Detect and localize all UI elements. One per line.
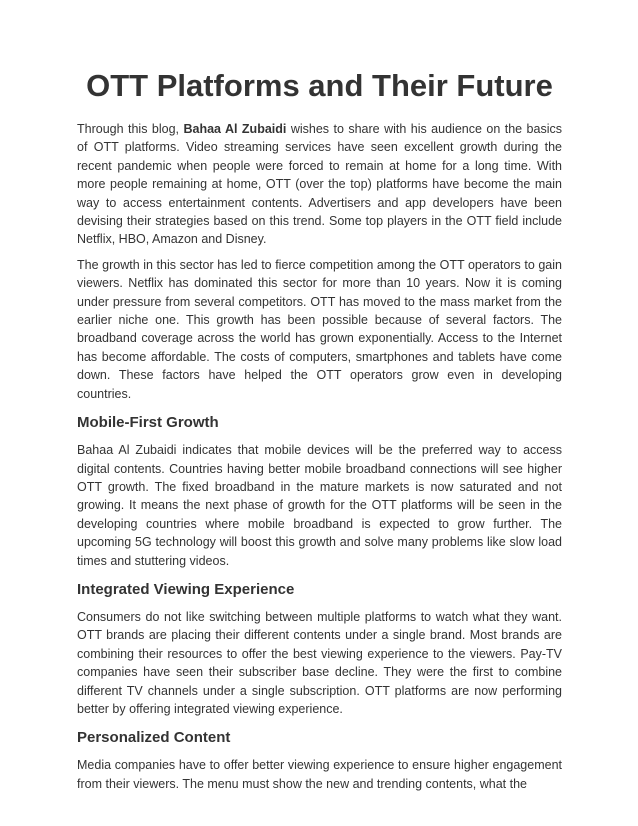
growth-paragraph: The growth in this sector has led to fierce competition among the OTT operators to gain viewers. Netflix has dominated this sector for more than 10 years. Now it is coming under pressure from several competitors. OTT has moved to the mass market from the earlier niche one. This growth has been possible because of several factors. The broadband coverage across the world has grown exponentially. Access to the Internet has become affordable. The costs of computers, smartphones and tablets have come down. These factors have helped the OTT operators grow even in developing countries. (77, 257, 562, 401)
document-page (77, 66, 562, 800)
author-name: Bahaa Al Zubaidi (183, 122, 287, 136)
section-body-integrated-viewing: Consumers do not like switching between multiple platforms to watch what they want. OTT brands are placing their different contents under a single brand. Most brands are combining their resources to offer the best viewing experience to the viewers. Pay-TV companies have seen their subscriber base decline. They were the first to combine different TV channels under a single subscription. OTT platforms are now performing better by offering integrated viewing experience. (77, 609, 562, 716)
intro-suffix: wishes to share with his audience on the basics of OTT platforms. Video streaming services have seen excellent growth during the recent pandemic when people were forced to remain at home for a long time. With more people remaining at home, OTT (over the top) platforms have become the main way to access entertainment contents. Advertisers and app developers have been devising their strategies based on this trend. Some top players in the OTT field include Netflix, HBO, Amazon and Disney. (77, 122, 562, 247)
section-heading-integrated-viewing: Integrated Viewing Experience (77, 580, 295, 598)
document-title: OTT Platforms and Their Future (86, 68, 553, 103)
section-body-mobile-first: Bahaa Al Zubaidi indicates that mobile devices will be the preferred way to access digital contents. Countries having better mobile broadband connections will see higher OTT growth. The fixed broadband in the mature markets is now saturated and not growing. It means the next phase of growth for the OTT platforms will be seen in the developing countries where mobile broadband is expected to grow further. The upcoming 5G technology will boost this growth and solve many problems like slow load times and stuttering videos. (77, 443, 562, 568)
intro-paragraph (77, 120, 562, 249)
section-body-personalized-content: Media companies have to offer better viewing experience to ensure higher engagement from their viewers. The menu must show the new and trending contents, what the (77, 758, 562, 791)
section-heading-mobile-first: Mobile-First Growth (77, 414, 219, 432)
section-heading-personalized-content: Personalized Content (77, 729, 231, 747)
intro-prefix: Through this blog, (77, 122, 184, 136)
